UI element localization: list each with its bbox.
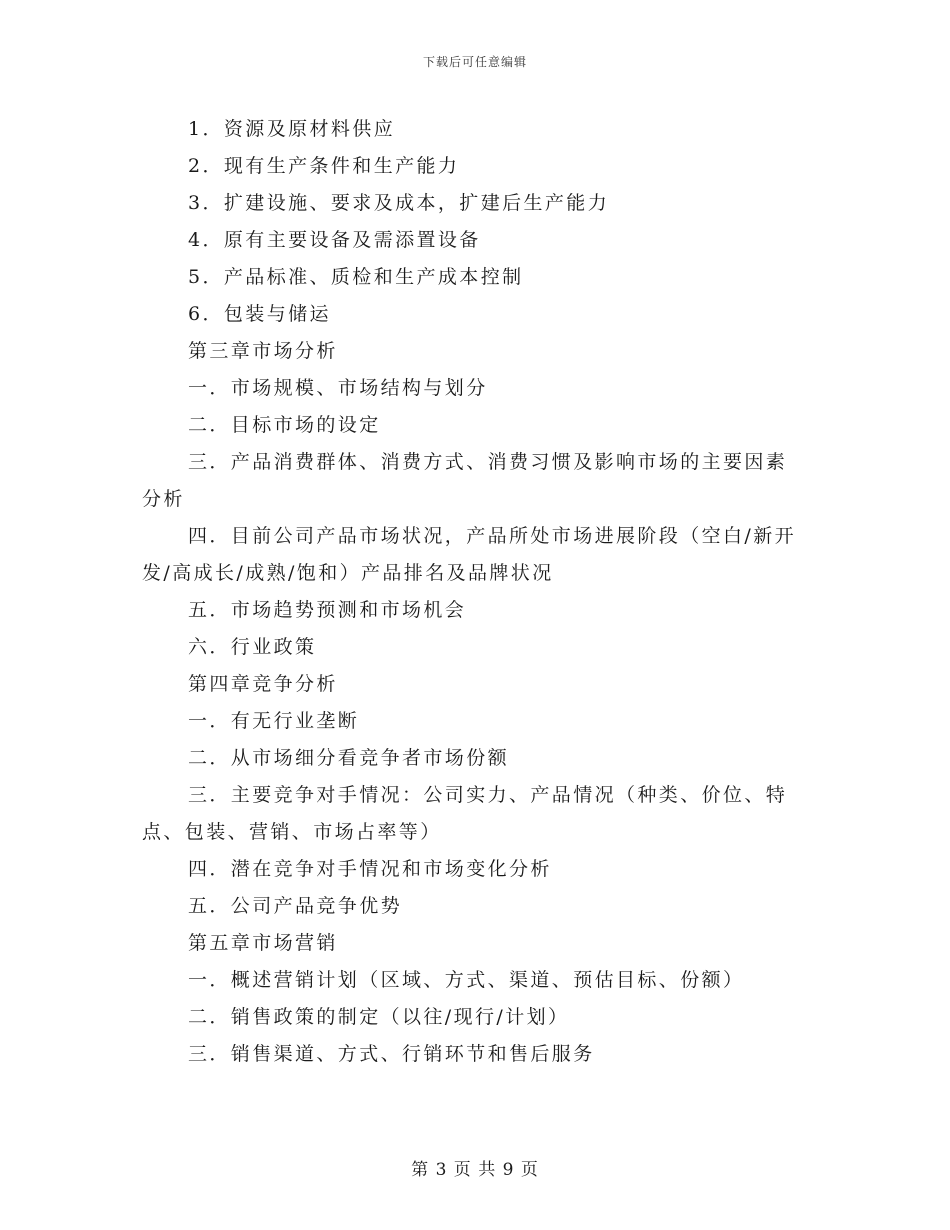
item-target-market: 二．目标市场的设定 (188, 414, 381, 436)
item-competitor-share: 二．从市场细分看竞争者市场份额 (188, 747, 510, 769)
document-body (142, 111, 802, 1073)
item-sales-channels: 三．销售渠道、方式、行销环节和售后服务 (188, 1043, 595, 1065)
item-potential-competitors: 四．潜在竞争对手情况和市场变化分析 (188, 858, 552, 880)
item-production-capacity: 2．现有生产条件和生产能力 (188, 155, 460, 177)
item-competitive-advantage: 五．公司产品竞争优势 (188, 895, 403, 917)
chapter-five-heading: 第五章市场营销 (188, 932, 338, 954)
item-market-status: 四．目前公司产品市场状况，产品所处市场进展阶段（空白/新开发/高成长/成熟/饱和）产品排名及品牌状况 (142, 525, 797, 584)
item-consumer-analysis: 三．产品消费群体、消费方式、消费习惯及影响市场的主要因素分析 (142, 451, 788, 510)
item-monopoly: 一．有无行业垄断 (188, 710, 360, 732)
item-sales-policy: 二．销售政策的制定（以往/现行/计划） (188, 1006, 570, 1028)
item-quality-cost: 5．产品标准、质检和生产成本控制 (188, 266, 524, 288)
page-number-footer: 第 3 页 共 9 页 (411, 1160, 539, 1180)
chapter-four-heading: 第四章竞争分析 (188, 673, 338, 695)
chapter-three-heading: 第三章市场分析 (188, 340, 338, 362)
item-packaging: 6．包装与储运 (188, 303, 331, 325)
item-equipment: 4．原有主要设备及需添置设备 (188, 229, 481, 251)
item-main-competitors: 三．主要竞争对手情况：公司实力、产品情况（种类、价位、特点、包装、营销、市场占率等） (142, 784, 788, 843)
item-expansion: 3．扩建设施、要求及成本，扩建后生产能力 (188, 192, 610, 214)
item-resources: 1．资源及原材料供应 (188, 118, 396, 140)
item-marketing-plan: 一．概述营销计划（区域、方式、渠道、预估目标、份额） (188, 969, 745, 991)
item-market-scale: 一．市场规模、市场结构与划分 (188, 377, 488, 399)
page-header-note: 下载后可任意编辑 (422, 55, 527, 69)
item-industry-policy: 六．行业政策 (188, 636, 317, 658)
item-market-trend: 五．市场趋势预测和市场机会 (188, 599, 467, 621)
